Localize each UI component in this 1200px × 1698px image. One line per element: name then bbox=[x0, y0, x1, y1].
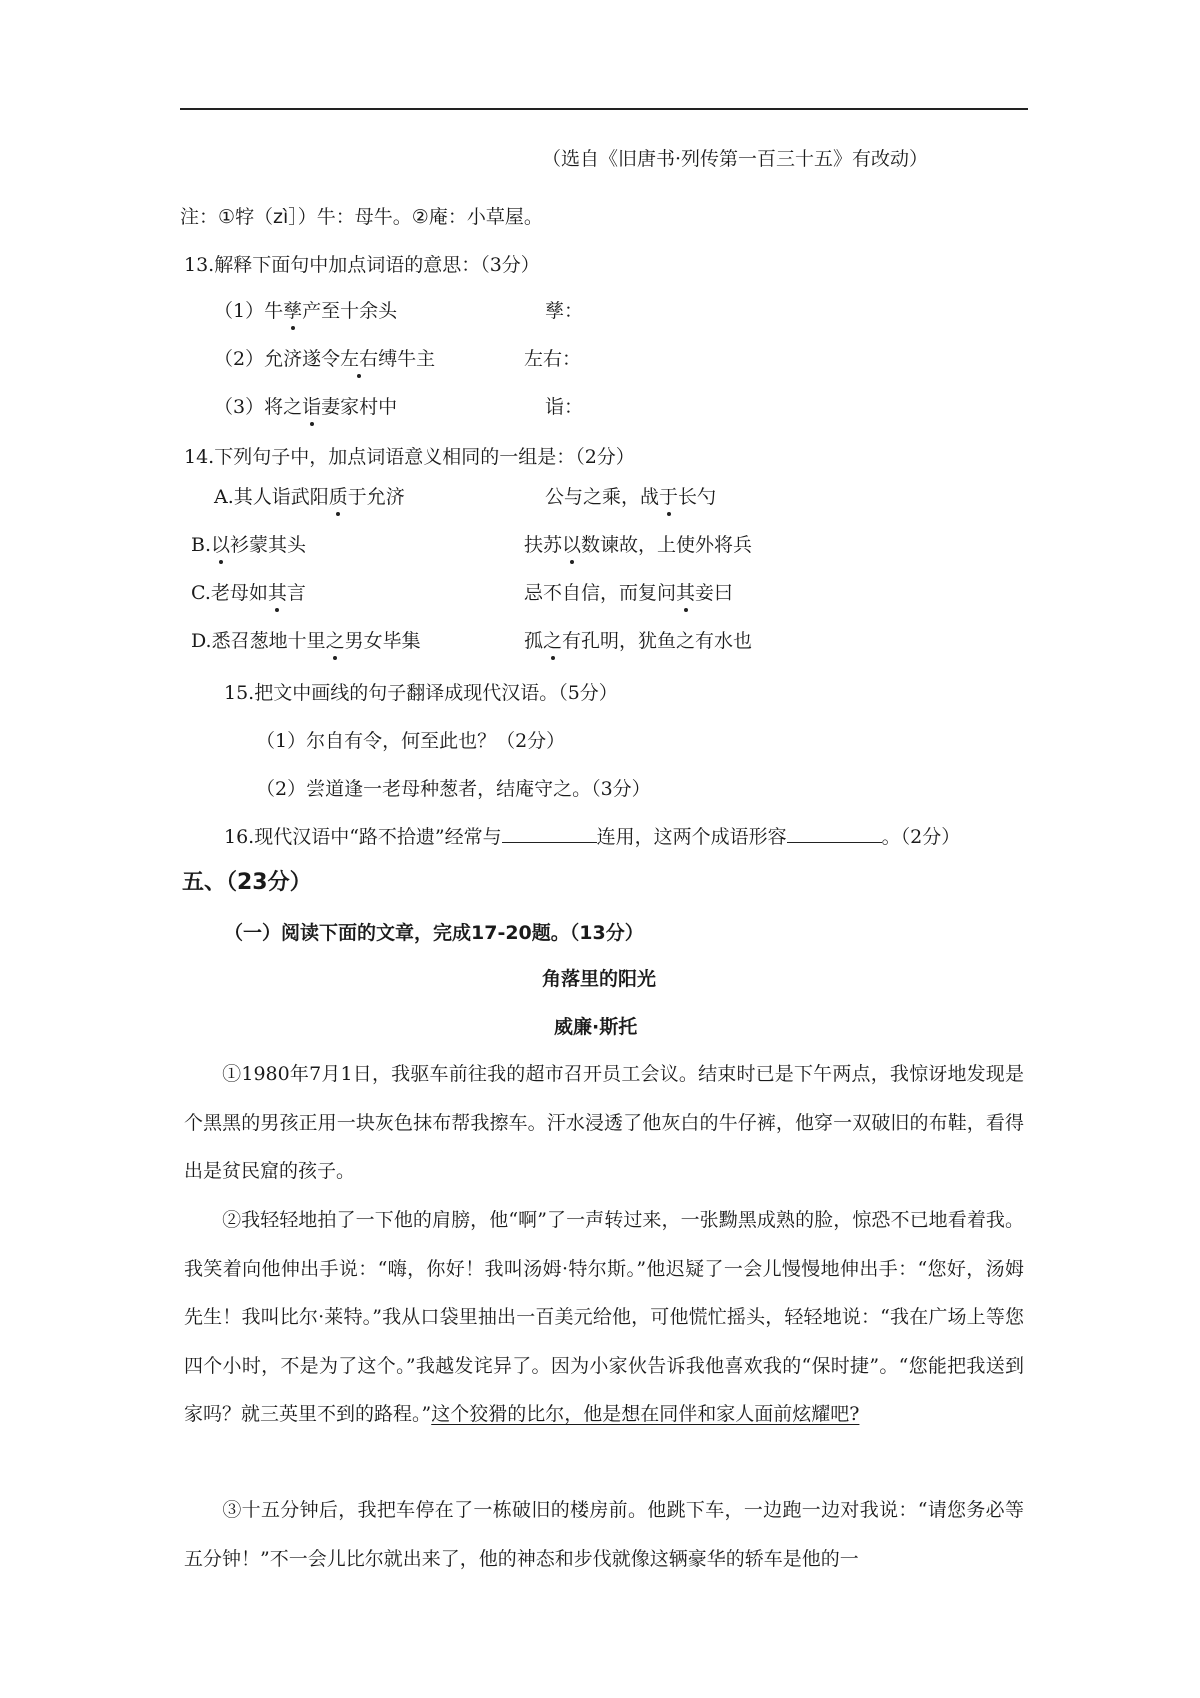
dotted-word: 其 bbox=[267, 582, 287, 604]
dotted-word: 诣 bbox=[302, 396, 322, 418]
q13-answer-label-2: 左右： bbox=[524, 348, 582, 370]
paragraph-text: ①1980年7月1日，我驱车前往我的超市召开员工会议。结束时已是下午两点，我惊讶地发现是个黑黑的男孩正用一块灰色抹布帮我擦车。汗水浸透了他灰白的牛仔裤，他穿一双破旧的布鞋，看得出是贫民窟的孩子。 bbox=[184, 1063, 1024, 1183]
text: 妻家村中 bbox=[321, 396, 398, 418]
q15-sentence-2: （2）尝道逢一老母种葱者，结庵守之。（3分） bbox=[256, 778, 651, 800]
header-rule bbox=[180, 108, 1028, 110]
paragraph-text: ③十五分钟后，我把车停在了一栋破旧的楼房前。他跳下车，一边跑一边对我说：“请您务必等五分钟！”不一会儿比尔就出来了，他的神态和步伐就像这辆豪华的轿车是他的一 bbox=[184, 1499, 1024, 1570]
annotation-note: 注：①牸（zì］）牛：母牛。②庵：小草屋。 bbox=[180, 206, 543, 228]
q13-answer-label-1: 孳： bbox=[545, 300, 584, 322]
text: 孤 bbox=[524, 630, 544, 652]
text: 衫蒙其头 bbox=[230, 534, 307, 556]
article-author: 威廉·斯托 bbox=[554, 1016, 638, 1038]
q14-option-d-left bbox=[191, 628, 421, 654]
q13-item-3 bbox=[214, 394, 397, 420]
dotted-word: 以 bbox=[562, 534, 582, 556]
text: 16.现代汉语中“路不拾遗”经常与 bbox=[224, 826, 502, 848]
q15-stem: 15.把文中画线的句子翻译成现代汉语。（5分） bbox=[224, 682, 618, 704]
text: （1）牛 bbox=[214, 300, 284, 322]
text: 产至十余头 bbox=[302, 300, 398, 322]
q14-option-a-right bbox=[545, 484, 716, 510]
dotted-word: 之 bbox=[325, 630, 345, 652]
text: 数谏故，上使外将兵 bbox=[581, 534, 753, 556]
q14-option-c-right bbox=[524, 580, 733, 606]
text: 忌不自信，而复问 bbox=[524, 582, 677, 604]
q13-item-2 bbox=[214, 346, 435, 372]
dotted-word: 其 bbox=[676, 582, 696, 604]
article-paragraph-2 bbox=[184, 1196, 1024, 1439]
text: C.老母如 bbox=[191, 582, 268, 604]
text: D.悉召葱地十里 bbox=[191, 630, 326, 652]
underlined-sentence: 这个狡猾的比尔，他是想在同伴和家人面前炫耀吧? bbox=[431, 1403, 860, 1426]
q15-sentence-1: （1）尔自有令，何至此也？（2分） bbox=[256, 730, 566, 752]
text: 连用，这两个成语形容 bbox=[596, 826, 787, 848]
q14-option-b-right bbox=[524, 532, 752, 558]
part-heading: （一）阅读下面的文章，完成17-20题。（13分） bbox=[224, 922, 644, 944]
text: 。（2分） bbox=[881, 826, 961, 848]
text: 于允济 bbox=[347, 486, 405, 508]
text: 缚牛主 bbox=[378, 348, 436, 370]
text: （3）将之 bbox=[214, 396, 303, 418]
text: 男女毕集 bbox=[344, 630, 421, 652]
q13-item-1 bbox=[214, 298, 397, 324]
paragraph-text: ②我轻轻地拍了一下他的肩膀，他“啊”了一声转过来，一张黝黑成熟的脸，惊恐不已地看着我。我笑着向他伸出手说：“嗨，你好！我叫汤姆·特尔斯。”他迟疑了一会儿慢慢地伸出手：“您好，汤姆先生！我叫比尔·莱特。”我从口袋里抽出一百美元给他，可他慌忙摇头，轻轻地说：“我在广场上等您四个小时，不是为了这个。”我越发诧异了。因为小家伙告诉我他喜欢我的“保时捷”。“您能把我送到家吗？就三英里不到的路程。” bbox=[184, 1209, 1024, 1426]
q16-line bbox=[224, 824, 960, 850]
q14-option-b-left bbox=[191, 532, 306, 558]
q13-answer-label-3: 诣： bbox=[545, 396, 584, 418]
text: 妾曰 bbox=[695, 582, 734, 604]
dotted-word: 于 bbox=[659, 486, 679, 508]
text: 公与之乘，战 bbox=[545, 486, 660, 508]
text: 扶苏 bbox=[524, 534, 563, 556]
text: （2）允济遂令 bbox=[214, 348, 341, 370]
section-heading: 五、（23分） bbox=[182, 870, 312, 895]
answer-blank-1[interactable] bbox=[502, 824, 597, 843]
q14-option-c-left bbox=[191, 580, 306, 606]
article-title: 角落里的阳光 bbox=[542, 968, 657, 990]
q13-stem: 13.解释下面句中加点词语的意思：（3分） bbox=[184, 254, 540, 276]
source-citation: （选自《旧唐书·列传第一百三十五》有改动） bbox=[542, 148, 929, 170]
dotted-word: 之 bbox=[543, 630, 563, 652]
q14-option-d-right bbox=[524, 628, 752, 654]
q14-option-a-left bbox=[214, 484, 405, 510]
text: 长勺 bbox=[678, 486, 717, 508]
dotted-word: 左右 bbox=[340, 348, 379, 370]
dotted-word: 质 bbox=[328, 486, 348, 508]
text: B. bbox=[191, 534, 212, 556]
article-paragraph-3 bbox=[184, 1486, 1024, 1583]
q14-stem: 14.下列句子中，加点词语意义相同的一组是：（2分） bbox=[184, 446, 635, 468]
article-paragraph-1 bbox=[184, 1050, 1024, 1196]
text: 有孔明，犹鱼之有水也 bbox=[562, 630, 753, 652]
answer-blank-2[interactable] bbox=[787, 824, 882, 843]
dotted-word: 以 bbox=[211, 534, 231, 556]
dotted-word: 孳 bbox=[283, 300, 303, 322]
text: 言 bbox=[286, 582, 306, 604]
text: A.其人诣武阳 bbox=[214, 486, 329, 508]
